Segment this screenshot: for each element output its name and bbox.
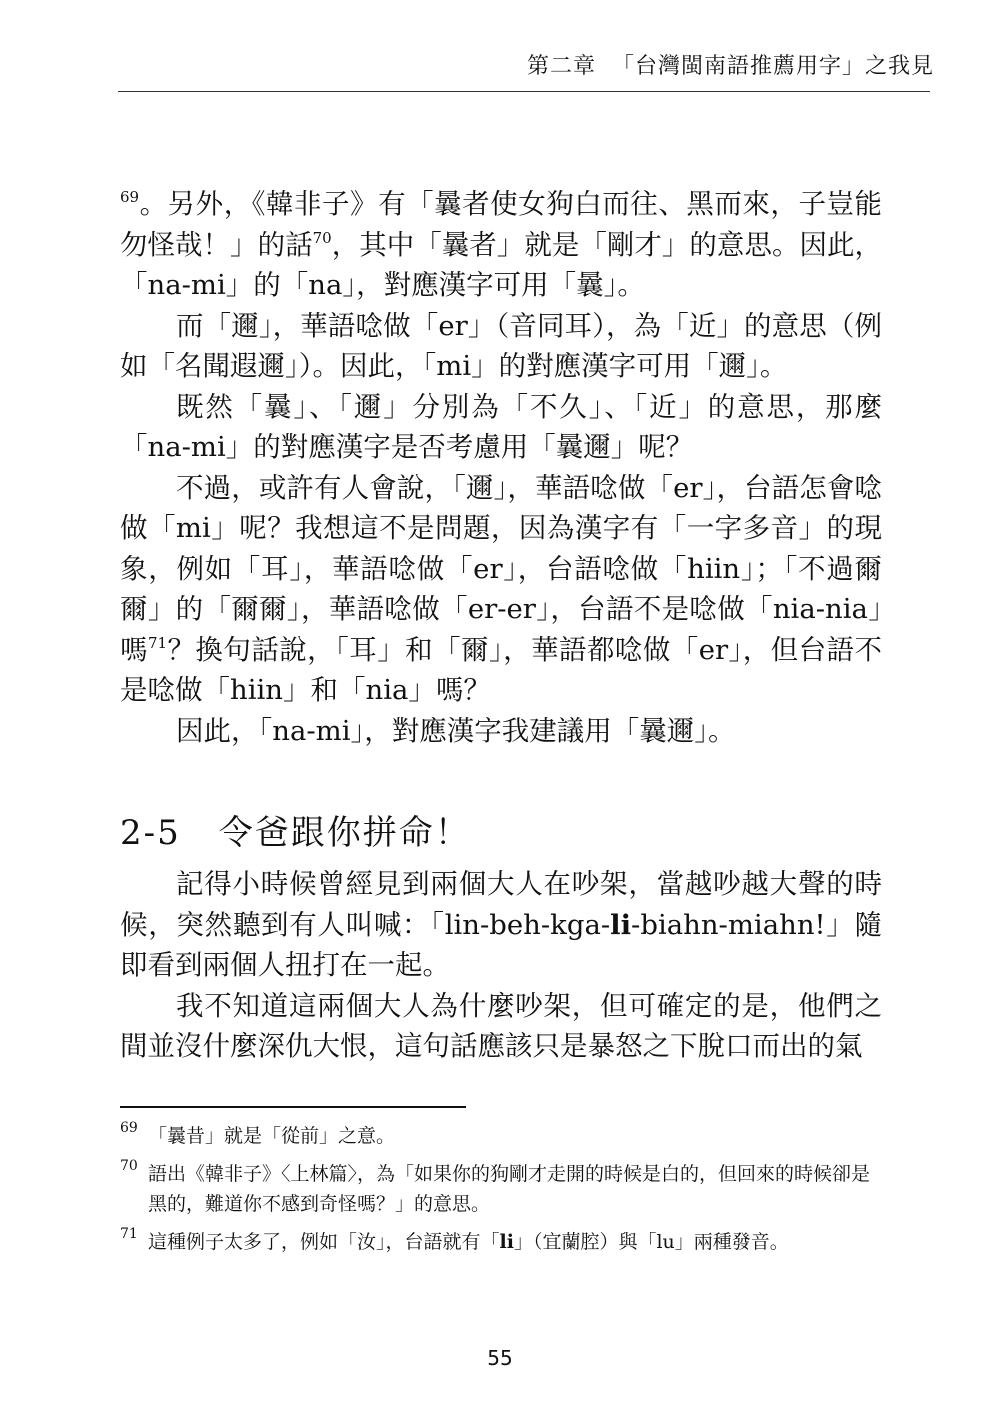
footnote-text: 語出《韓非子》〈上林篇〉，為「如果你的狗剛才走開的時候是白的，但回來的時候卻是黑的，難道你不感到奇怪嗎？」的意思。	[148, 1163, 871, 1215]
body-text-section-2	[120, 864, 882, 1067]
footnote-number: 70	[120, 1158, 138, 1174]
section-paragraph-1-text-b: -biahn-miahn!」隨即看到兩個人扭打在一起。	[120, 908, 882, 981]
footnote-70	[120, 1159, 882, 1219]
footnote-bold-syllable: li	[499, 1231, 514, 1253]
footnote-rule	[120, 1106, 466, 1108]
footnote-number: 71	[120, 1226, 138, 1242]
footnote-text-a: 這種例子太多了，例如「汝」，台語就有「	[148, 1231, 500, 1253]
paragraph-1-text-b: ，其中「曩者」就是「剛才」的意思。因此，「na-mi」的「na」，對應漢字可用「曩」。	[120, 228, 883, 301]
section-number: 2-5	[120, 813, 181, 853]
footnotes	[120, 1121, 882, 1265]
chapter-label: 第二章	[526, 54, 596, 79]
footnote-ref-70: 70	[312, 228, 332, 247]
paragraph-5: 因此，「na-mi」，對應漢字我建議用「曩邇」。	[176, 714, 736, 747]
section-paragraph-2: 我不知道這兩個大人為什麼吵架，但可確定的是，他們之間並沒什麼深仇大恨，這句話應該只是暴怒之下脫口而出的氣	[120, 989, 882, 1062]
paragraph-4-text-b: ？換句話說，「耳」和「爾」，華語都唸做「er」，但台語不是唸做「hiin」和「nia」嗎？	[120, 633, 882, 706]
paragraph-4	[120, 468, 882, 711]
paragraph-1-text-a: 。另外，《韓非子》有「曩者使女狗白而往、黑而來，子豈能勿怪哉！」的話	[120, 188, 882, 261]
body-text-section-1	[120, 184, 882, 751]
page-number: 55	[487, 1346, 513, 1370]
section-heading	[120, 805, 471, 854]
footnote-ref-71: 71	[147, 633, 168, 652]
footnote-text: 「曩昔」就是「從前」之意。	[148, 1125, 396, 1147]
running-header	[527, 49, 934, 80]
section-paragraph-1-text-a: 記得小時候曾經見到兩個大人在吵架，當越吵越大聲的時候，突然聽到有人叫喊：「lin-beh-kga-	[120, 868, 882, 941]
bold-syllable: li	[610, 908, 632, 941]
footnote-text-b: 」（宜蘭腔）與「lu」兩種發音。	[513, 1231, 789, 1253]
paragraph-4-text-a: 不過，或許有人會說，「邇」，華語唸做「er」，台語怎會唸做「mi」呢？我想這不是問題，因為漢字有「一字多音」的現象，例如「耳」，華語唸做「er」，台語唸做「hiin」；「不過爾爾」的「爾爾」，華語唸做「er-er」，台語不是唸做「nia-nia」嗎	[120, 471, 882, 666]
footnote-ref-69: 69	[120, 188, 140, 206]
footnote-69	[120, 1121, 882, 1151]
footnote-71	[120, 1227, 882, 1257]
header-rule	[118, 91, 930, 92]
section-title-text: 令爸跟你拼命！	[218, 813, 471, 853]
chapter-title: 「台灣閩南語推薦用字」之我見	[611, 54, 934, 79]
paragraph-2: 而「邇」，華語唸做「er」（音同耳），為「近」的意思（例如「名聞遐邇」）。因此，「mi」的對應漢字可用「邇」。	[120, 309, 882, 382]
section-paragraph-1	[120, 864, 882, 986]
paragraph-1	[120, 184, 882, 306]
paragraph-3: 既然「曩」、「邇」分別為「不久」、「近」的意思，那麼「na-mi」的對應漢字是否考慮用「曩邇」呢？	[120, 390, 882, 463]
footnote-number: 69	[120, 1120, 138, 1136]
